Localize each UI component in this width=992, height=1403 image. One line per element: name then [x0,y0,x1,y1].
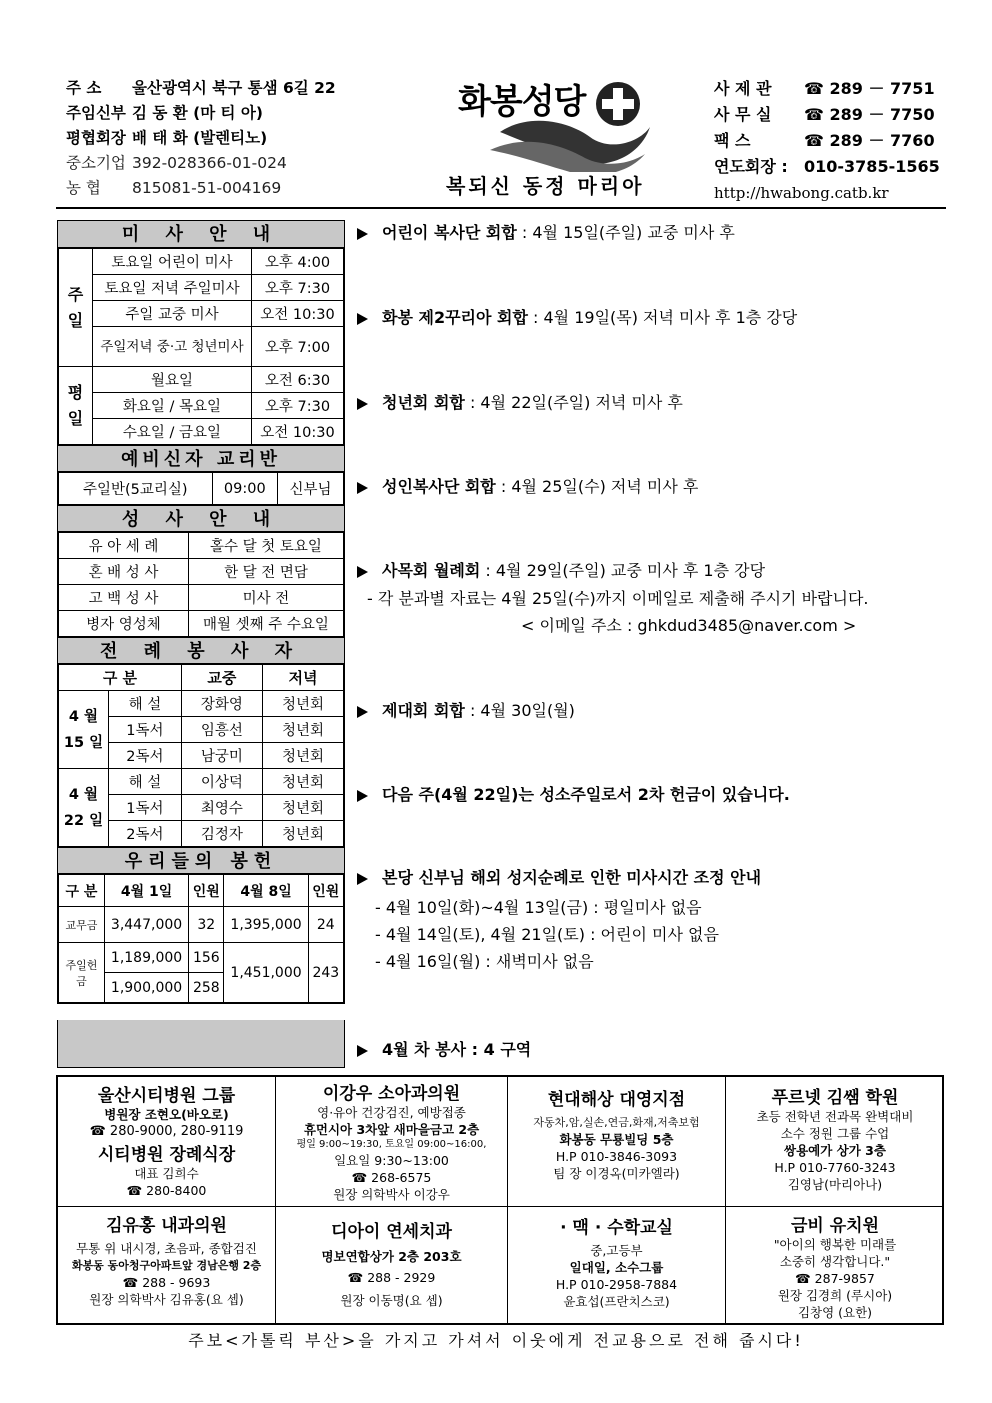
ad-math-class: · 맥 · 수학교실 중,고등부 일대일, 소수그룹 H.P 010-2958-7884 윤효섭(프란치스코) [508,1207,726,1323]
triangle-bullet-icon [357,482,368,494]
church-logo [440,72,680,202]
contact-info [714,76,954,206]
ad-city-hospital: 울산시티병원 그룹 병원장 조현오(바오로) ☎ 280-9000, 280-9119 시티병원 장례식장 대표 김희수 ☎ 280-8400 [58,1077,276,1207]
church-slogan: 복되신 동정 마리아 [446,174,645,198]
triangle-bullet-icon [357,706,368,718]
triangle-bullet-icon [357,873,368,885]
catechumen-table: 주일반(5교리실) 09:00 신부님 [58,472,344,505]
notice-item: 사목회 월례회 : 4월 29일(주일) 교중 미사 후 1층 강당 [357,558,765,581]
ad-insurance: 현대해상 대영지점 자동차,암,실손,연금,화재,저축보험 화봉동 무룡빌딩 5층 H.P 010-3846-3093 팀 장 이경옥(미카엘라) [508,1077,726,1207]
triangle-bullet-icon [357,1045,368,1057]
ad-academy: 푸르넷 김쌤 학원 초등 전학년 전과목 완벽대비 소수 정원 그룹 수업 쌍용예가 상가 3층 H.P 010-7760-3243 김영남(마리아나) [726,1077,944,1207]
notice-item: 제대회 회합 : 4월 30일(월) [357,698,575,721]
triangle-bullet-icon [357,313,368,325]
notice-detail: - 각 분과별 자료는 4월 25일(수)까지 이메일로 제출해 주시기 바랍니다. [367,589,869,608]
church-name: 화봉성당 [458,82,586,122]
sunday-label: 주일 [59,249,93,367]
notice-item: 화봉 제2꾸리아 회합 : 4월 19일(목) 저녁 미사 후 1층 강당 [357,305,797,328]
website-link[interactable]: http://hwabong.catb.kr [714,184,889,202]
footer-message: 주보<가톨릭 부산>을 가지고 가셔서 이웃에게 전교용으로 전해 줍시다! [188,1331,804,1350]
ad-internal-clinic: 김유홍 내과의원 무통 위 내시경, 초음파, 종합검진 화봉동 동아청구아파트앞 경남은행 2층 ☎ 288 - 9693 원장 의학박사 김유홍(요 셉) [58,1207,276,1323]
bank-account-row: 중소기업 392-028366-01-024 [66,154,287,172]
notice-item: 다음 주(4월 22일)는 성소주일로서 2차 헌금이 있습니다. [357,782,790,805]
catechumen-title: 예비신자 교리반 [58,445,344,472]
notice-detail: - 4월 10일(화)~4월 13일(금) : 평일미사 없음 [375,898,702,917]
left-info-column [57,220,345,1004]
liturgy-title: 전 례 봉 사 자 [58,637,344,664]
triangle-bullet-icon [357,398,368,410]
sacrament-title: 성 사 안 내 [58,505,344,532]
council-row: 평협회장 배 태 화 (발렌티노) [66,129,268,147]
gray-filler [57,1020,345,1068]
ad-dental-clinic: 디아이 연세치과 명보연합상가 2층 203호 ☎ 288 - 2929 원장 이동명(요 셉) [276,1207,508,1323]
sacrament-table: 유 아 세 례 홀수 달 첫 토요일 혼 배 성 사 한 달 전 면담 고 백 성 사 미사 전 병자 영성체 매월 셋째 주 수요일 [58,532,344,637]
notice-detail: - 4월 14일(토), 4월 21일(토) : 어린이 미사 없음 [375,925,719,944]
offering-title: 우리들의 봉헌 [58,847,344,874]
bank-account-row: 농 협 815081-51-004169 [66,179,282,197]
rectory-phone-row: 사 제 관 ☎ 289 － 7751 [714,79,935,98]
notice-item: 어린이 복사단 회합 : 4월 15일(주일) 교중 미사 후 [357,220,735,243]
ad-kindergarten: 금비 유치원 "아이의 행복한 미래를 소중히 생각합니다." ☎ 287-9857 원장 김경희 (루시아) 김창영 (요한) [773,1216,897,1320]
dean-phone-row: 연도회장 : 010-3785-1565 [714,157,940,176]
office-phone-row: 사 무 실 ☎ 289 － 7750 [714,105,935,124]
liturgy-table: 구 분 교중 저녁 4 월 15 일 해 설 장화영 청년회 1독서 임흥선 청년회 2독서 남궁미 청년회 4 월 22 일 해 설 이상덕 청년회 1독서 최영수 청년회 2독서 김정자 청년회 [58,664,344,847]
offering-table: 구 분 4월 1일 인원 4월 8일 인원 교무금 3,447,000 32 1,395,000 24 주일헌금 1,189,000 156 1,451,000 243 1,900,000 258 [58,874,344,1003]
pastor-row: 주임신부 김 동 환 (마 티 아) [66,104,263,122]
mass-table: 주일 토요일 어린이 미사 오후 4:00 토요일 저녁 주일미사 오후 7:30 주일 교중 미사 오전 10:30 주일저녁 중·고 청년미사 오후 7:00 평일 월요일 오전 6:30 화요일 / 목요일 오후 7:30 수요일 / 금요일 오전 10:30 [58,248,344,445]
fax-row: 팩 스 ☎ 289 － 7760 [714,131,935,150]
triangle-bullet-icon [357,228,368,240]
header-divider [56,207,946,209]
email-address: < 이메일 주소 : ghkdud3485@naver.com > [521,616,857,635]
mass-title: 미 사 안 내 [58,221,344,248]
notice-item: 4월 차 봉사 : 4 구역 [357,1037,531,1060]
notice-item: 성인복사단 회합 : 4월 25일(수) 저녁 미사 후 [357,474,698,497]
notice-detail: - 4월 16일(월) : 새벽미사 없음 [375,952,594,971]
weekday-label: 평일 [59,367,93,445]
notice-item: 청년회 회합 : 4월 22일(주일) 저녁 미사 후 [357,390,683,413]
address-row: 주 소 울산광역시 북구 통샘 6길 22 [66,79,336,97]
parish-info [66,76,396,201]
triangle-bullet-icon [357,790,368,802]
notice-item: 본당 신부님 해외 성지순례로 인한 미사시간 조정 안내 [357,865,761,888]
sponsor-ads [56,1075,944,1325]
ad-pediatric-clinic: 이강우 소아과의원 영·유아 건강검진, 예방접종 휴먼시아 3차앞 새마을금고 2층 평일 9:00~19:30, 토요일 09:00~16:00, 일요일 9:30~13:00 ☎ 268-6575 원장 의학박사 이강우 [276,1077,508,1207]
triangle-bullet-icon [357,566,368,578]
